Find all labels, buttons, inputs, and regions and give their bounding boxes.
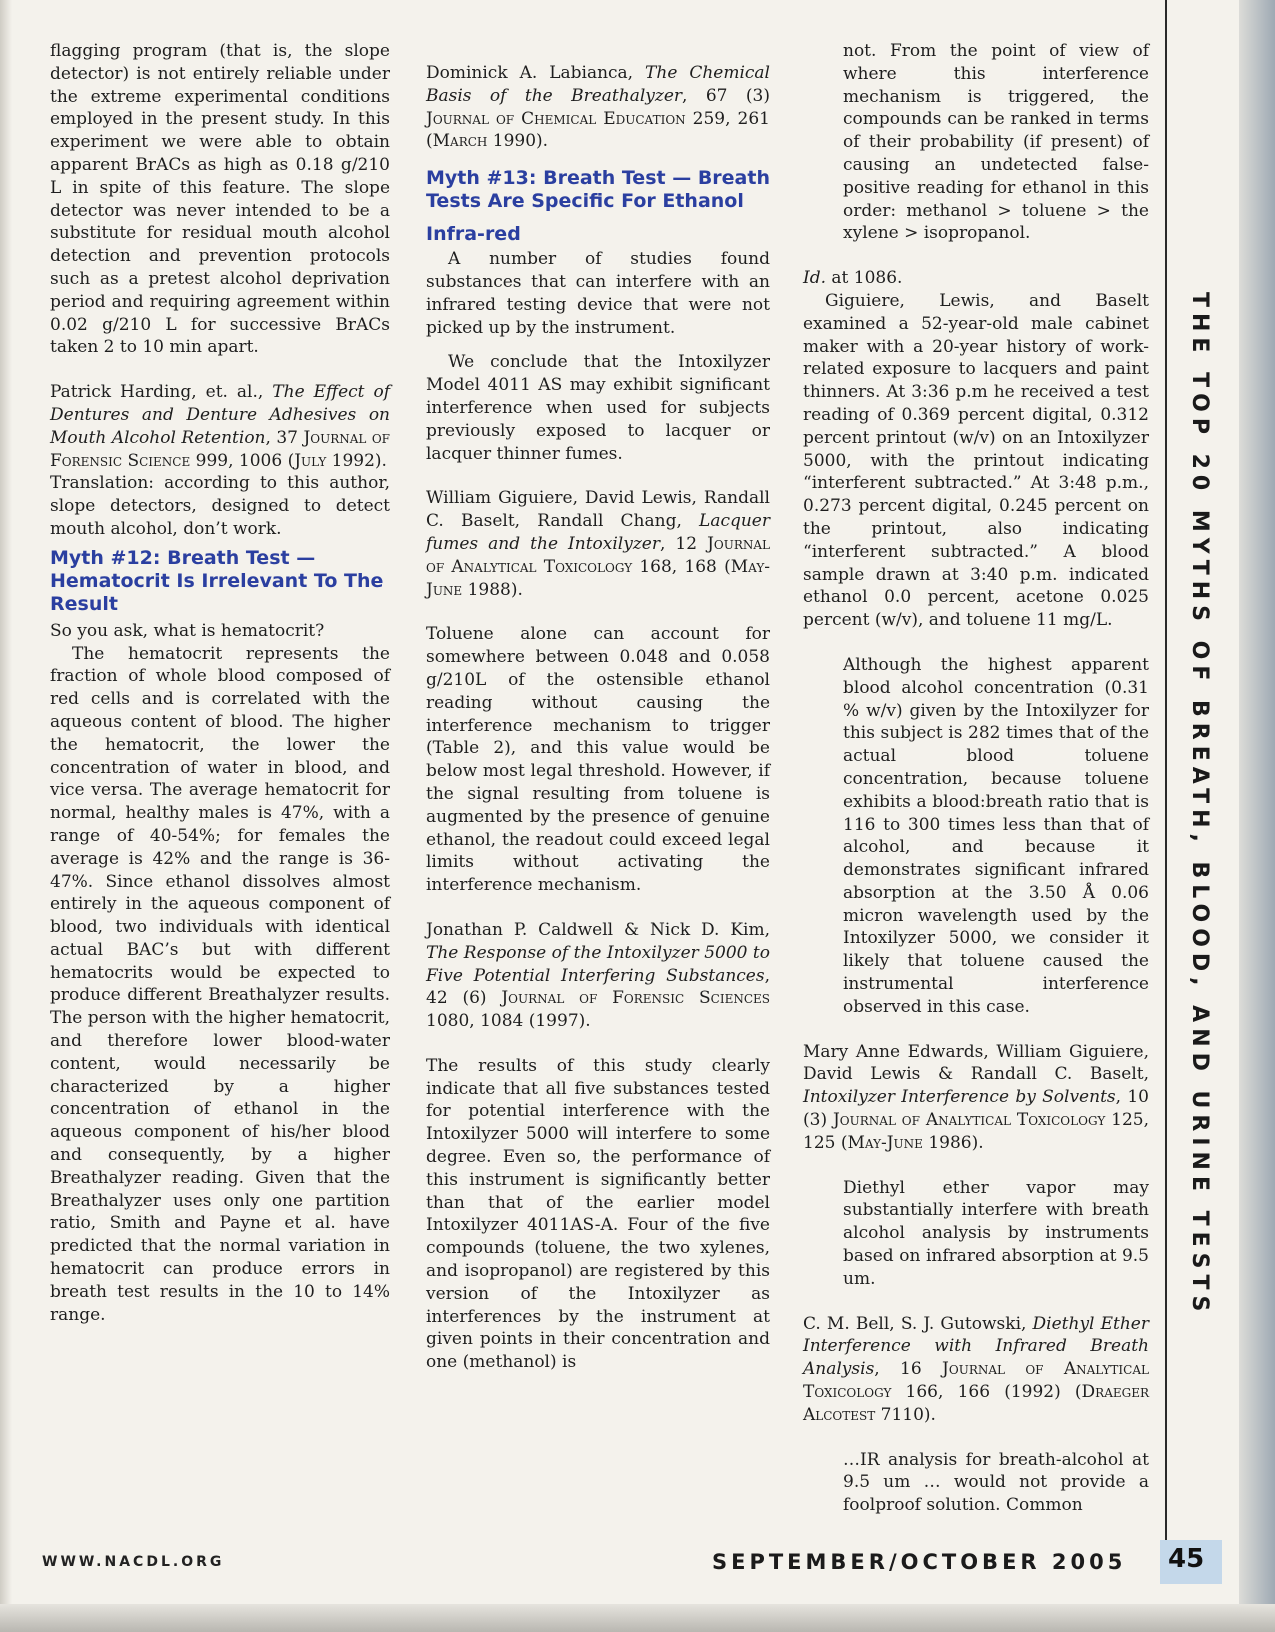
quote-ir-analysis: …IR analysis for breath-alcohol at 9.5 um … would not provide a foolproof solution. Common xyxy=(843,1449,1149,1516)
citation-giguiere: William Giguiere, David Lewis, Randall C. Baselt, Randall Chang, Lacquer fumes and the Intoxilyzer, 12 Journal of Analytical Toxicology 168, 168 (May-June 1988). xyxy=(426,488,771,600)
quote-diethyl-ether: Diethyl ether vapor may substantially interfere with breath alcohol analysis by instruments based on infrared absorption at 9.5 um. xyxy=(843,1177,1149,1289)
page-number: 45 xyxy=(1168,1544,1205,1574)
column-3 xyxy=(803,40,1149,1517)
citation-edwards: Mary Anne Edwards, William Giguiere, David Lewis & Randall C. Baselt, Intoxilyzer Interference by Solvents, 10 (3) Journal of Analytical Toxicology 125, 125 (May-June 1986). xyxy=(803,1041,1149,1153)
page-gutter-shadow xyxy=(0,0,12,1632)
page-right-edge xyxy=(1239,0,1275,1632)
side-rule xyxy=(1165,0,1167,1560)
footer-website: WWW.NACDL.ORG xyxy=(42,1554,225,1570)
quote-toluene: Toluene alone can account for somewhere between 0.048 and 0.058 g/210L of the ostensible ethanol reading without causing the interference mechanism to trigger (Table 2), and this value would be below most legal threshold. However, if the signal resulting from toluene is augmented by the presence of genuine ethanol, the readout could exceed legal limits without activating the interference mechanism. xyxy=(426,624,770,896)
myth-12-question: So you ask, what is hematocrit? xyxy=(50,620,325,641)
translation-text: Translation: according to this author, slope detectors, designed to detect mouth alcohol, don’t work. xyxy=(50,473,390,539)
quote-continuation: flagging program (that is, the slope detector) is not entirely reliable under the extreme experimental conditions employed in the present study. In this experiment we were able to obtain apparent BrACs as high as 0.18 g/210 L in spite of this feature. The slope detector was never intended to be a substitute for residual mouth alcohol detection and prevention protocols such as a pretest alcohol deprivation period and requiring agreement within 0.02 g/210 L for successive BrACs taken 2 to 10 min apart. xyxy=(50,41,390,358)
myth-13-heading: Myth #13: Breath Test — Breath Tests Are Specific For Ethanol xyxy=(426,167,770,213)
citation-labianca: Dominick A. Labianca, The Chemical Basis of the Breathalyzer, 67 (3) Journal of Chemical Education 259, 261 (March 1990). xyxy=(426,63,770,152)
body-cabinet-maker: Giguiere, Lewis, and Baselt examined a 52-year-old male cabinet maker with a 20-year history of work-related exposure to lacquers and paint thinners. At 3:36 p.m he received a test reading of 0.369 percent digital, 0.312 percent printout (w/v) on an Intoxilyzer 5000, with the printout indicating “interferent subtracted.” At 3:48 p.m., 0.273 percent digital, 0.245 percent on the printout, also indicating “interferent subtracted.” A blood sample drawn at 3:40 p.m. indicated ethanol 0.0 percent, acetone 0.025 percent (w/v), and toluene 11 mg/L. xyxy=(803,290,1149,631)
myth-12-quote: The hematocrit represents the fraction of whole blood composed of red cells and is correlated with the aqueous content of blood. The higher the hematocrit, the lower the concentration of water in blood, and vice versa. The average hematocrit for normal, healthy males is 47%, with a range of 40-54%; for females the average is 42% and the range is 36-47%. Since ethanol dissolves almost entirely in the aqueous component of blood, two individuals with identical actual BAC’s but with different hematocrits would be expected to produce different Breathalyzer results. The person with the higher hematocrit, and therefore lower blood-water content, would necessarily be characterized by a higher concentration of ethanol in the aqueous component of his/her blood and consequently, by a higher Breathalyzer reading. Given that the Breathalyzer uses only one partition ratio, Smith and Payne et al. have predicted that the normal variation in hematocrit can produce errors in breath test results in the 10 to 14% range. xyxy=(50,643,391,1325)
infrared-body: A number of studies found substances that can interfere with an infrared testing device that were not picked up by the instrument. xyxy=(426,249,770,338)
infrared-subheading: Infra-red xyxy=(426,223,521,246)
footer-issue-date: SEPTEMBER/OCTOBER 2005 xyxy=(712,1550,1127,1574)
citation-caldwell: Jonathan P. Caldwell & Nick D. Kim, The Response of the Intoxilyzer 5000 to Five Potential Interfering Substances, 42 (6) Journal of Forensic Sciences 1080, 1084 (1997). xyxy=(426,919,770,1032)
quote-toluene-interference: Although the highest apparent blood alcohol concentration (0.31 % w/v) given by the Intoxilyzer for this subject is 282 times that of the actual blood toluene concentration, because toluene exhibits a blood:breath ratio that is 116 to 300 times less than that of alcohol, and because it demonstrates significant infrared absorption at the 3.50 Å 0.06 micron wavelength used by the Intoxilyzer 5000, we consider it likely that toluene caused the instrumental interference observed in this case. xyxy=(843,654,1149,1017)
citation-harding: Patrick Harding, et. al., The Effect of Dentures and Denture Adhesives on Mouth Alcohol Retention, 37 Journal of Forensic Science 999, 1006 (July 1992). xyxy=(50,382,390,471)
quote-five-substances: The results of this study clearly indicate that all five substances tested for potential interference with the Intoxilyzer 5000 will interfere to some degree. Even so, the performance of this instrument is significantly better than that of the earlier model Intoxilyzer 4011AS-A. Four of the five compounds (toluene, the two xylenes, and isopropanol) are registered by this version of the Intoxilyzer as interferences by the instrument at given points in their concentration and one (methanol) is xyxy=(426,1055,770,1373)
column-1 xyxy=(50,40,390,1326)
page-bottom-edge xyxy=(0,1604,1275,1632)
column-2 xyxy=(426,40,770,1374)
myth-12-heading: Myth #12: Breath Test — Hematocrit Is Irrelevant To The Result xyxy=(50,546,384,615)
citation-bell: C. M. Bell, S. J. Gutowski, Diethyl Ether Interference with Infrared Breath Analysis, 16 Journal of Analytical Toxicology 166, 166 (1992) (Draeger Alcotest 7110). xyxy=(803,1313,1149,1425)
quote-lacquer: We conclude that the Intoxilyzer Model 4011 AS may exhibit significant interference when used for subjects previously exposed to lacquer or lacquer thinner fumes. xyxy=(426,352,770,464)
citation-id: Id. at 1086. xyxy=(803,268,903,289)
quote-continuation-ranking: not. From the point of view of where this interference mechanism is triggered, the compounds can be ranked in terms of their probability (if present) of causing an undetected false-positive reading for ethanol in this order: methanol > toluene > the xylene > isopropanol. xyxy=(843,41,1149,244)
running-title: THE TOP 20 MYTHS OF BREATH, BLOOD, AND URINE TESTS xyxy=(1187,292,1212,1318)
